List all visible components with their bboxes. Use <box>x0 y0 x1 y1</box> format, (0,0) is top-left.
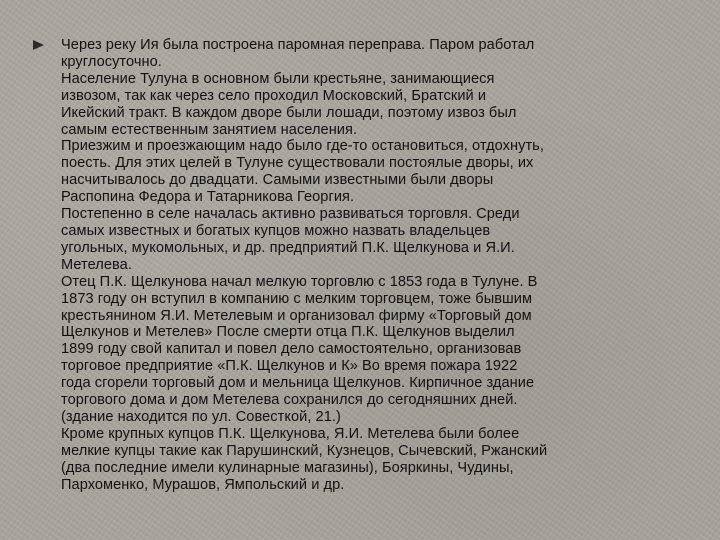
triangle-bullet-icon <box>33 40 44 50</box>
text-line: (здание находится по ул. Совесткой, 21.) <box>61 408 341 425</box>
text-line: круглосуточно. <box>61 53 162 70</box>
text-line: насчитывалось до двадцати. Самыми известными были дворы <box>61 172 494 189</box>
slide-text-body <box>61 37 706 493</box>
text-line: Приезжим и проезжающим надо было где-то остановиться, отдохнуть, <box>61 138 544 155</box>
text-line: извозом, так как через село проходил Московский, Братский и <box>61 87 487 104</box>
text-line: (два последние имели кулинарные магазины), Бояркины, Чудины, <box>61 459 514 476</box>
text-line: Отец П.К. Щелкунова начал мелкую торговлю с 1853 года в Тулуне. В <box>61 273 538 290</box>
text-line: торговое предприятие «П.К. Щелкунов и К» Во время пожара 1922 <box>61 358 518 375</box>
text-line: самым естественным занятием населения. <box>61 121 358 138</box>
text-line: Постепенно в селе началась активно развиваться торговля. Среди <box>61 206 520 223</box>
text-line: поесть. Для этих целей в Тулуне существовали постоялые дворы, их <box>61 155 534 172</box>
text-line: 1873 году он вступил в компанию с мелким торговцем, тоже бывшим <box>61 290 533 307</box>
text-line: года сгорели торговый дом и мельница Щелкунов. Кирпичное здание <box>61 375 535 392</box>
text-line: угольных, мукомольных, и др. предприятий П.К. Щелкунова и Я.И. <box>61 239 515 256</box>
text-line: 1899 году свой капитал и повел дело самостоятельно, организовав <box>61 341 522 358</box>
text-line: Население Тулуна в основном были крестьяне, занимающиеся <box>61 70 495 87</box>
text-line: мелкие купцы такие как Парушинский, Кузнецов, Сычевский, Ржанский <box>61 442 548 459</box>
text-line: торгового дома и дом Метелева сохранился до сегодняшних дней. <box>61 392 518 409</box>
text-line: Метелева. <box>61 256 132 273</box>
text-line: Через реку Ия была построена паромная переправа. Паром работал <box>61 37 535 53</box>
text-line: Икейский тракт. В каждом дворе были лошади, поэтому извоз был <box>61 104 517 121</box>
text-line: Щелкунов и Метелев» После смерти отца П.К. Щелкунов выделил <box>61 324 515 341</box>
text-line: крестьянином Я.И. Метелевым и организовал фирму «Торговый дом <box>61 307 532 324</box>
text-line: самых известных и богатых купцов можно назвать владельцев <box>61 222 491 239</box>
text-line: Кроме крупных купцов П.К. Щелкунова, Я.И. Метелева были более <box>61 425 520 442</box>
text-line: Распопина Федора и Татарникова Георгия. <box>61 189 355 206</box>
text-line: Пархоменко, Мурашов, Ямпольский и др. <box>61 476 345 493</box>
